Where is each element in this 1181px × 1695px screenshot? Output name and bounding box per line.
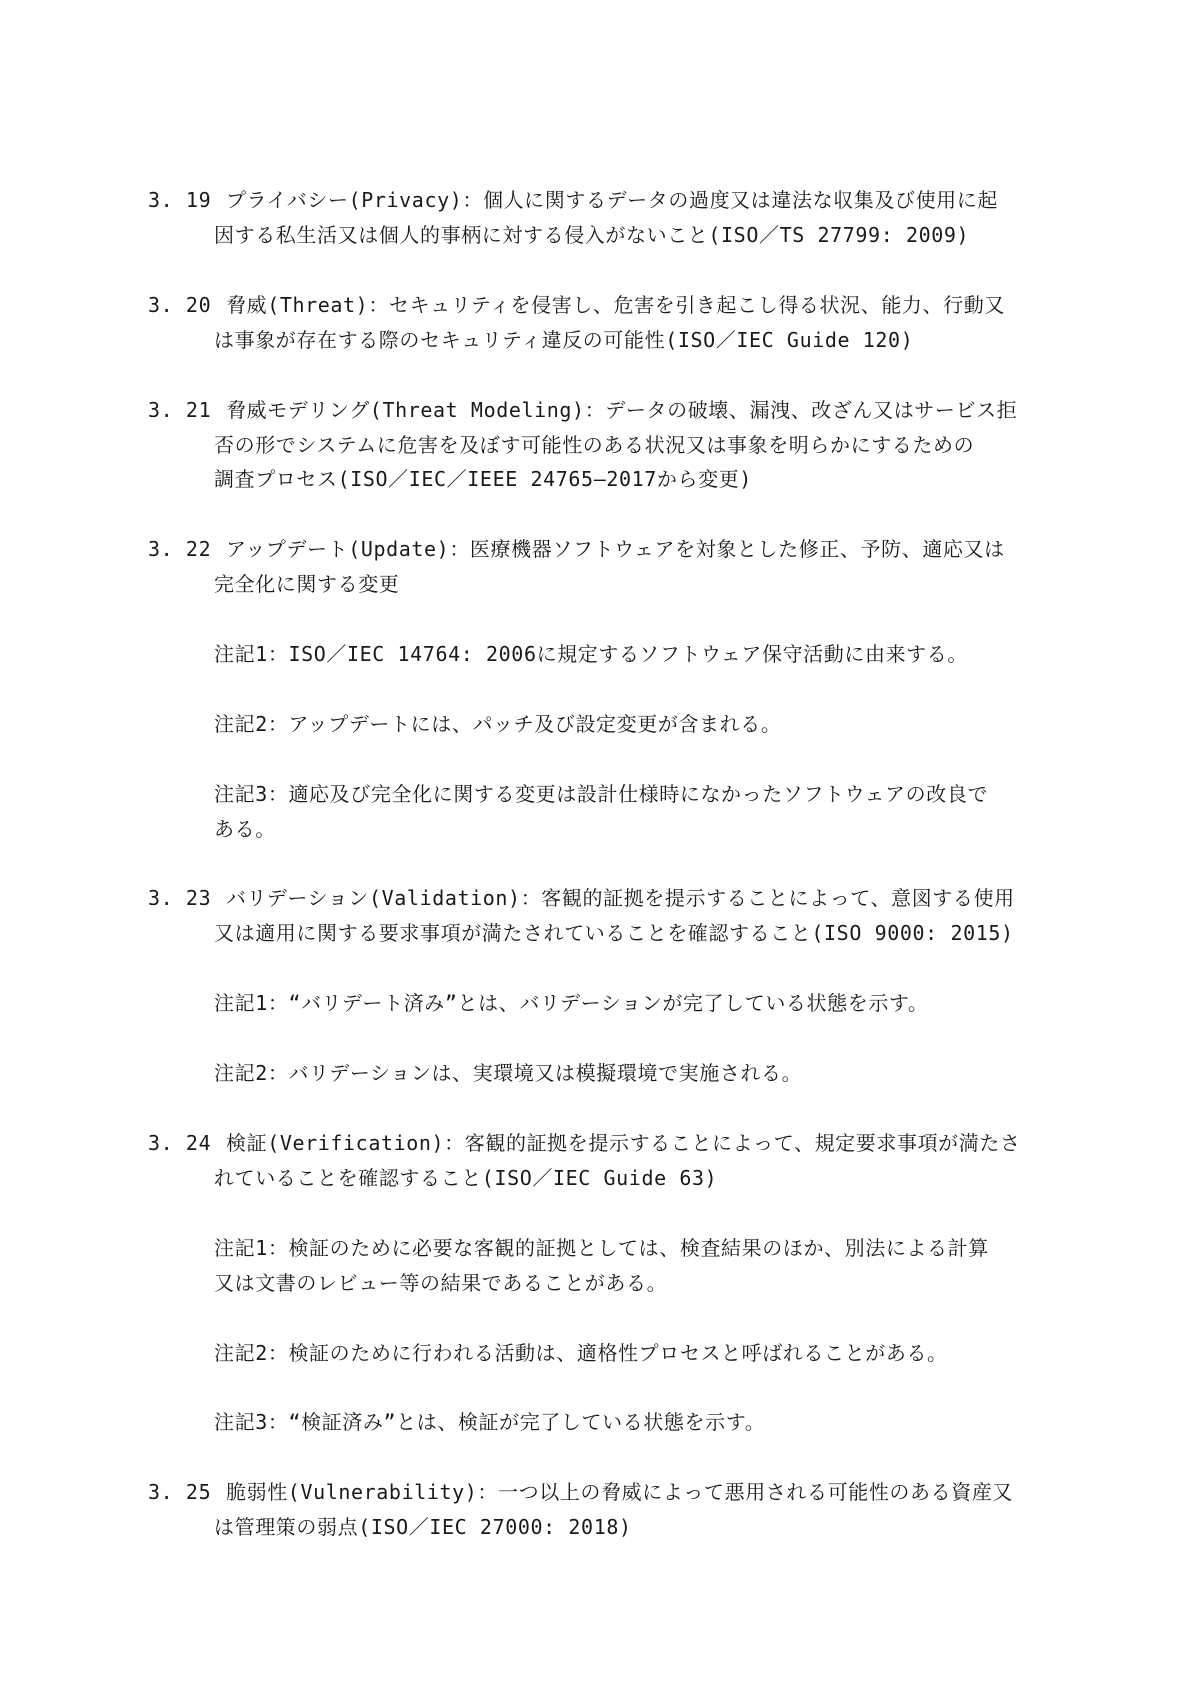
note-text: ある。 [214,817,276,841]
term-number: 3. 22 [148,537,212,561]
note-text: 注記2：アップデートには、パッチ及び設定変更が含まれる。 [214,712,782,736]
term-definition-line: は事象が存在する際のセキュリティ違反の可能性(ISO／IEC Guide 120) [214,328,914,352]
term-definition-line: アップデート(Update)：医療機器ソフトウェアを対象とした修正、予防、適応又は [226,537,1005,561]
note-text: 注記3：“検証済み”とは、検証が完了している状態を示す。 [214,1410,766,1434]
term-definition-line: 完全化に関する変更 [214,572,400,596]
term-number: 3. 23 [148,886,212,910]
term-number: 3. 21 [148,398,212,422]
term-definition-line: 調査プロセス(ISO／IEC／IEEE 24765―2017から変更) [214,467,752,491]
term-definition-line: 脅威モデリング(Threat Modeling)：データの破壊、漏洩、改ざん又はサービス拒 [226,398,1018,422]
term-number: 3. 20 [148,293,212,317]
term-number: 3. 19 [148,188,212,212]
term-definition-line: プライバシー(Privacy)：個人に関するデータの過度又は違法な収集及び使用に起 [226,188,998,212]
term-definition-line: 脆弱性(Vulnerability)：一つ以上の脅威によって悪用される可能性のある資産又 [226,1480,1014,1504]
note-text: 注記1：ISO／IEC 14764: 2006に規定するソフトウェア保守活動に由来する。 [214,642,968,666]
note-text: 又は文書のレビュー等の結果であることがある。 [214,1271,668,1295]
term-definition-line: 否の形でシステムに危害を及ぼす可能性のある状況又は事象を明らかにするための [214,433,975,457]
note-text: 注記2：バリデーションは、実環境又は模擬環境で実施される。 [214,1061,803,1085]
term-definition-line: 又は適用に関する要求事項が満たされていることを確認すること(ISO 9000: 2015) [214,921,1014,945]
term-number: 3. 24 [148,1131,212,1155]
term-definition-line: 脅威(Threat)：セキュリティを侵害し、危害を引き起こし得る状況、能力、行動又 [226,293,1005,317]
term-definition-line: は管理策の弱点(ISO／IEC 27000: 2018) [214,1515,632,1539]
term-definition-line: バリデーション(Validation)：客観的証拠を提示することによって、意図する使用 [226,886,1015,910]
note-text: 注記1：“バリデート済み”とは、バリデーションが完了している状態を示す。 [214,991,929,1015]
term-definition-line: 検証(Verification)：客観的証拠を提示することによって、規定要求事項が満たさ [226,1131,1021,1155]
note-text: 注記3：適応及び完全化に関する変更は設計仕様時になかったソフトウェアの改良で [214,782,989,806]
term-number: 3. 25 [148,1480,212,1504]
note-text: 注記1：検証のために必要な客観的証拠としては、検査結果のほか、別法による計算 [214,1236,989,1260]
note-text: 注記2：検証のために行われる活動は、適格性プロセスと呼ばれることがある。 [214,1341,948,1365]
term-definition-line: れていることを確認すること(ISO／IEC Guide 63) [214,1166,718,1190]
term-definition-line: 因する私生活又は個人的事柄に対する侵入がないこと(ISO／TS 27799: 2009) [214,223,970,247]
